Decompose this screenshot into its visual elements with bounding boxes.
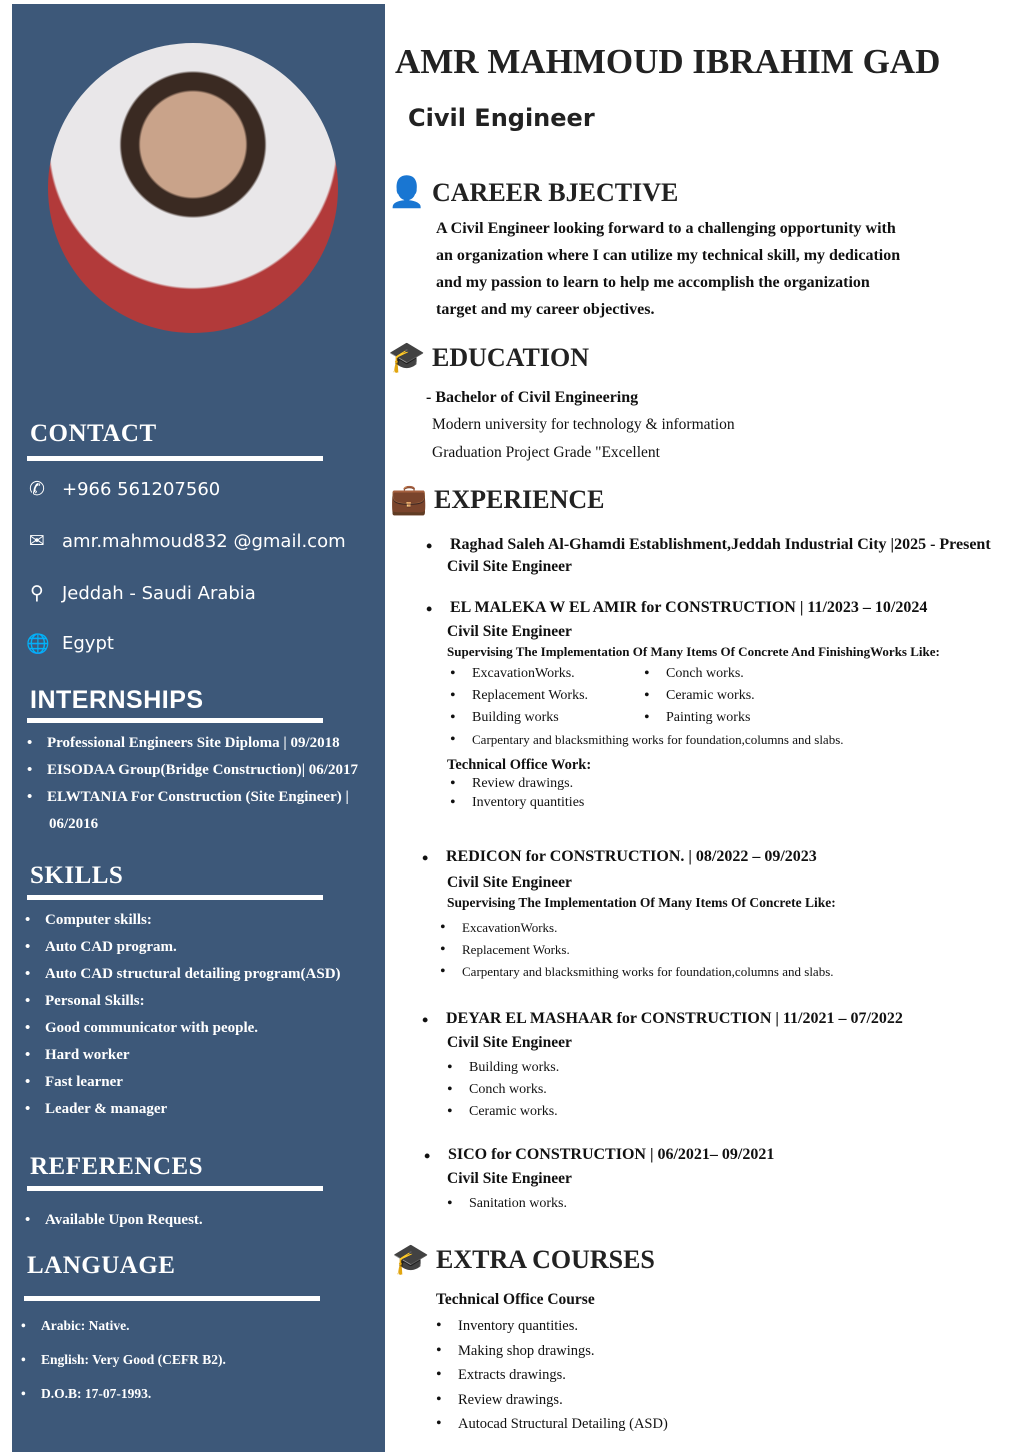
list-item: • Hard worker: [23, 1042, 383, 1069]
heading-text: EDUCATION: [432, 342, 589, 372]
list-item: • Professional Engineers Site Diploma | 09/2018: [25, 730, 385, 757]
job-description: Supervising The Implementation Of Many Items Of Concrete Like:: [447, 895, 836, 910]
job-title: • SICO for CONSTRUCTION | 06/2021– 09/2021: [422, 1146, 1022, 1164]
list-item: • Review drawings.: [436, 1388, 668, 1413]
divider: [27, 456, 323, 461]
job-entry: [420, 848, 1020, 983]
list-item: • Good communicator with people.: [23, 1015, 383, 1042]
education-heading: [388, 340, 589, 375]
works-list: [447, 1193, 1022, 1215]
job-role: Civil Site Engineer: [447, 1170, 572, 1187]
list-item: • ELWTANIA For Construction (Site Engineer) |: [25, 784, 385, 811]
list-item: • Review drawings.: [450, 774, 1024, 793]
works-list: [440, 917, 1020, 983]
list-item: • EISODAA Group(Bridge Construction)| 06/2017: [25, 757, 385, 784]
courses-list: [436, 1314, 668, 1437]
works-list: [447, 1057, 1020, 1123]
list-item: • Sanitation works.: [447, 1193, 1022, 1215]
internships-heading: INTERNSHIPS: [30, 686, 204, 714]
list-item: • Ceramic works.: [644, 685, 755, 707]
briefcase-icon: 💼: [390, 483, 428, 516]
list-item: • Carpentary and blacksmithing works for foundation,columns and slabs.: [450, 729, 1024, 751]
list-item: • Carpentary and blacksmithing works for foundation,columns and slabs.: [440, 961, 1020, 983]
job-description: Supervising The Implementation Of Many Items Of Concrete And FinishingWorks Like:: [447, 644, 940, 659]
divider: [27, 895, 323, 900]
references-heading: REFERENCES: [30, 1153, 204, 1180]
list-item: • Building works.: [447, 1057, 1020, 1079]
location-text: Jeddah - Saudi Arabia: [62, 582, 256, 604]
divider: [27, 1186, 323, 1191]
contact-country: [26, 632, 114, 655]
location-pin-icon: ⚲: [30, 582, 44, 604]
list-item: • Arabic: Native.: [19, 1312, 226, 1346]
job-entry: [420, 1010, 1020, 1123]
works-list: [450, 729, 1024, 751]
candidate-name: AMR MAHMOUD IBRAHIM GAD: [395, 42, 941, 81]
phone-icon: ✆: [29, 478, 45, 500]
list-item: • Available Upon Request.: [23, 1207, 203, 1234]
heading-text: EXPERIENCE: [434, 484, 605, 514]
language-heading: LANGUAGE: [27, 1252, 176, 1279]
list-item: • Conch works.: [644, 663, 755, 685]
list-item: • Ceramic works.: [447, 1101, 1020, 1123]
divider: [24, 1296, 320, 1301]
grade: Graduation Project Grade "Excellent: [432, 444, 660, 461]
contact-email: [26, 530, 346, 552]
job-entry: [424, 599, 1024, 812]
divider: [27, 718, 323, 723]
experience-heading: [390, 482, 604, 517]
text-line: and my passion to learn to help me accomplish the organization: [436, 274, 870, 291]
phone-text: +966 561207560: [62, 478, 221, 500]
job-role: Civil Site Engineer: [447, 1034, 572, 1051]
skills-heading: SKILLS: [30, 862, 124, 889]
references-list: [23, 1207, 203, 1234]
text-line: an organization where I can utilize my technical skill, my dedication: [436, 247, 901, 264]
works-list: [450, 663, 644, 729]
list-item: • ExcavationWorks.: [450, 663, 644, 685]
job-title: • EL MALEKA W EL AMIR for CONSTRUCTION | 11/2023 – 10/2024: [424, 599, 1024, 617]
list-item: 06/2016: [49, 816, 99, 832]
list-item: • D.O.B: 17-07-1993.: [19, 1380, 226, 1414]
list-item: • Fast learner: [23, 1069, 383, 1096]
text-line: A Civil Engineer looking forward to a challenging opportunity with: [436, 220, 896, 237]
course-subtitle: Technical Office Course: [436, 1291, 595, 1308]
job-entry: [424, 536, 1024, 576]
office-list: [450, 774, 1024, 812]
mail-icon: ✉: [29, 530, 45, 552]
list-item: • Personal Skills:: [23, 988, 383, 1015]
graduation-cap-icon: 🎓: [388, 341, 426, 374]
list-item: • English: Very Good (CEFR B2).: [19, 1346, 226, 1380]
objective-heading: [388, 175, 678, 210]
list-item: • Leader & manager: [23, 1096, 383, 1123]
country-text: Egypt: [62, 633, 114, 654]
list-item: • Painting works: [644, 707, 755, 729]
text-line: target and my career objectives.: [436, 301, 655, 318]
list-item: • Inventory quantities: [450, 793, 1024, 812]
list-item: • Replacement Works.: [440, 939, 1020, 961]
list-item: • Auto CAD structural detailing program(ASD): [23, 961, 383, 988]
email-text: amr.mahmoud832 @gmail.com: [62, 530, 346, 552]
degree: - Bachelor of Civil Engineering: [426, 389, 639, 406]
courses-heading: [392, 1242, 655, 1277]
person-icon: 👤: [388, 176, 426, 209]
list-item: • Auto CAD program.: [23, 934, 383, 961]
list-item: • Extracts drawings.: [436, 1363, 668, 1388]
contact-location: [26, 582, 256, 604]
skills-list: [23, 907, 383, 1123]
job-title: Civil Engineer: [408, 104, 595, 132]
list-item: • Inventory quantities.: [436, 1314, 668, 1339]
office-heading: Technical Office Work:: [447, 757, 592, 773]
list-item: • Computer skills:: [23, 907, 383, 934]
job-title: • DEYAR EL MASHAAR for CONSTRUCTION | 11/2021 – 07/2022: [420, 1010, 1020, 1028]
job-title: • REDICON for CONSTRUCTION. | 08/2022 – 09/2023: [420, 848, 1020, 866]
job-entry: [422, 1146, 1022, 1215]
contact-heading: CONTACT: [30, 420, 157, 447]
list-item: • Building works: [450, 707, 644, 729]
heading-text: EXTRA COURSES: [436, 1244, 655, 1274]
profile-photo: [48, 43, 338, 333]
heading-text: CAREER BJECTIVE: [432, 177, 679, 207]
job-role: Civil Site Engineer: [447, 874, 572, 891]
language-list: [19, 1312, 226, 1414]
objective-text: [436, 215, 900, 323]
university: Modern university for technology & information: [432, 416, 735, 433]
works-list: [644, 663, 755, 729]
job-role: Civil Site Engineer: [447, 623, 572, 640]
globe-icon: 🌐: [26, 633, 50, 655]
list-item: • Making shop drawings.: [436, 1339, 668, 1364]
internships-list: [25, 730, 385, 838]
job-role: Civil Site Engineer: [447, 558, 572, 575]
job-title: • Raghad Saleh Al-Ghamdi Establishment,Jeddah Industrial City |2025 - Present: [424, 536, 1024, 554]
list-item: • Replacement Works.: [450, 685, 644, 707]
contact-phone: [26, 478, 220, 500]
list-item: • Autocad Structural Detailing (ASD): [436, 1412, 668, 1437]
graduation-cap-icon: 🎓: [392, 1243, 430, 1276]
list-item: • ExcavationWorks.: [440, 917, 1020, 939]
list-item: • Conch works.: [447, 1079, 1020, 1101]
